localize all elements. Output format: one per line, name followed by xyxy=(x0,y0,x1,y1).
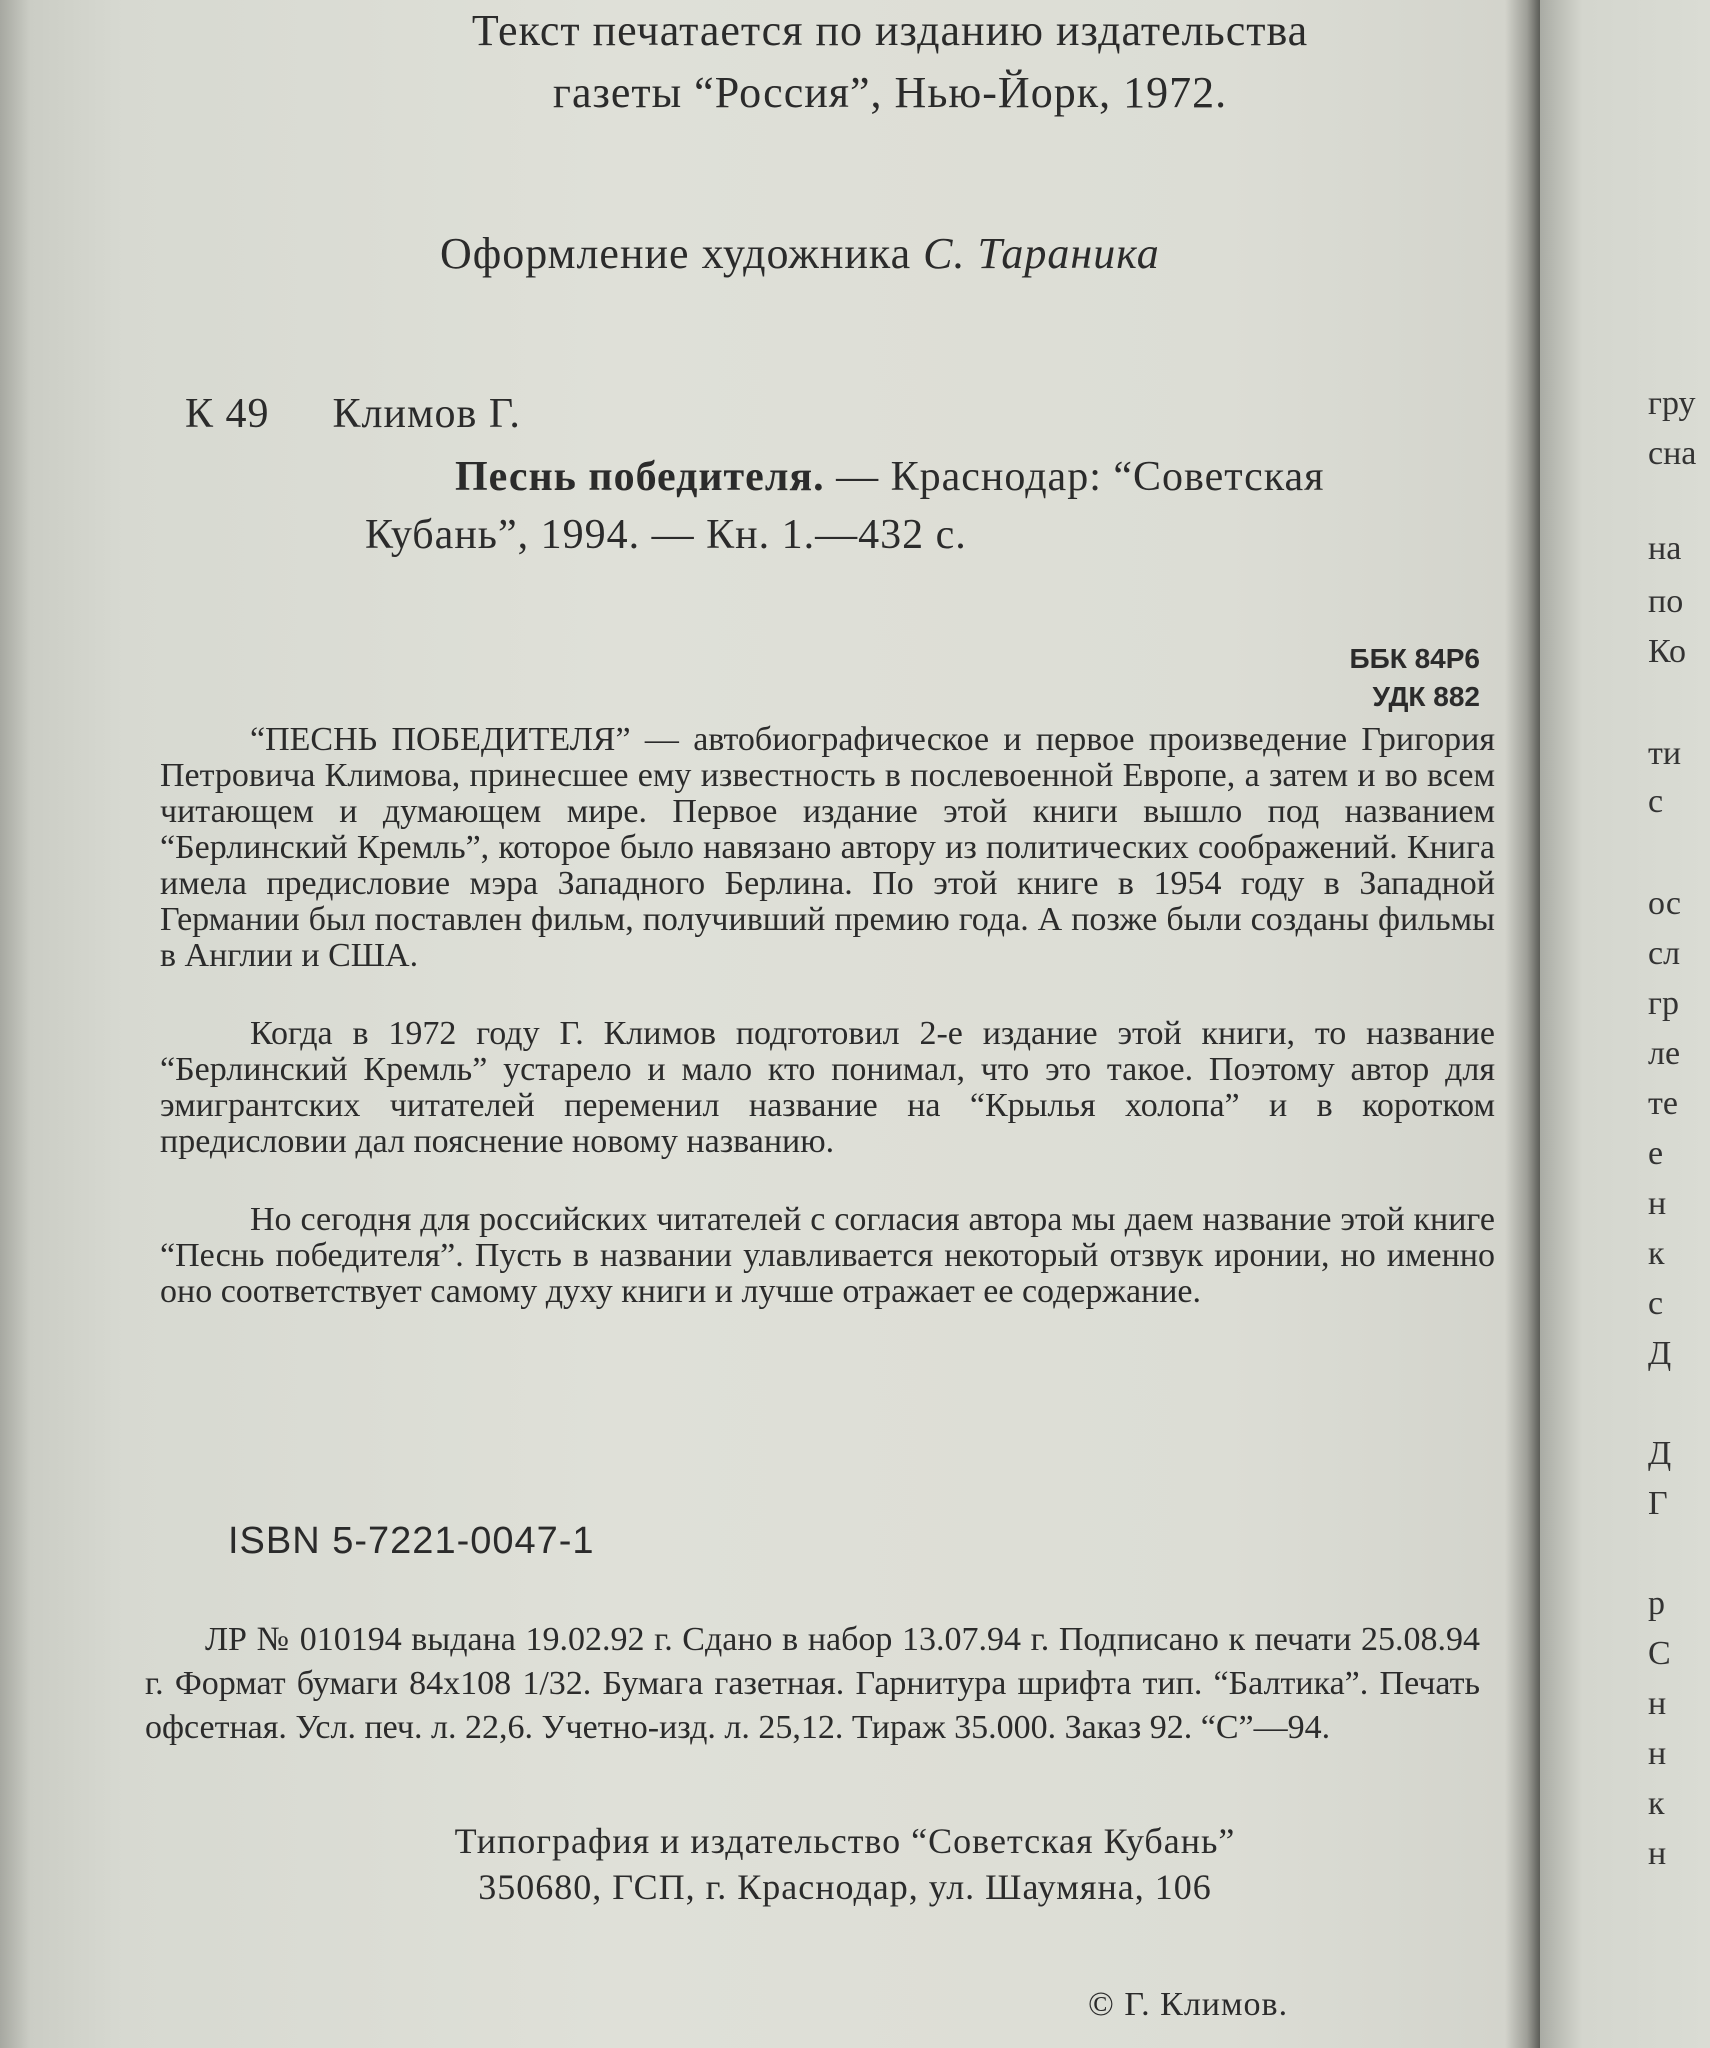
facing-page-fragment: на xyxy=(1648,530,1682,567)
udk-code: УДК 882 xyxy=(1372,681,1480,712)
facing-page-fragment: с xyxy=(1648,783,1664,820)
facing-page-fragment: к xyxy=(1648,1785,1665,1822)
printer-line2: 350680, ГСП, г. Краснодар, ул. Шаумяна, 106 xyxy=(478,1867,1212,1907)
bbk-code: ББК 84Р6 xyxy=(1349,643,1480,674)
source-note xyxy=(360,0,1420,124)
catalog-year-line: Кубань”, 1994. — Кн. 1.—432 с. xyxy=(365,512,967,558)
facing-page-fragment: к xyxy=(1648,1235,1665,1272)
facing-page-fragment: Д xyxy=(1648,1435,1672,1472)
facing-page-fragment: н xyxy=(1648,1185,1667,1222)
catalog-title: Песнь победителя. xyxy=(455,454,825,500)
design-credit-artist: С. Тараника xyxy=(923,229,1160,278)
facing-page-fragment: н xyxy=(1648,1735,1667,1772)
imprint-details: ЛР № 010194 выдана 19.02.92 г. Сдано в набор 13.07.94 г. Подписано к печати 25.08.94 г. Формат бумаги 84х108 1/32. Бумага газетная. Гарнитура шрифта тип. “Балтика”. Печать офсетная. Усл. печ. л. 22,6. Учетно-изд. л. 25,12. Тираж 35.000. Заказ 92. “С”—94. xyxy=(145,1621,1480,1746)
facing-page-edge xyxy=(1540,0,1710,2048)
facing-page-fragment: гр xyxy=(1648,985,1679,1022)
source-note-line2: газеты “Россия”, Нью-Йорк, 1972. xyxy=(552,68,1228,117)
facing-page-fragment: с xyxy=(1648,1285,1664,1322)
facing-page-fragment: ле xyxy=(1648,1035,1681,1072)
facing-page-fragment: н xyxy=(1648,1685,1667,1722)
catalog-title-line xyxy=(455,448,1325,506)
design-credit-prefix: Оформление художника xyxy=(440,229,912,278)
facing-page-fragment: н xyxy=(1648,1835,1667,1872)
copyright: © Г. Климов. xyxy=(1088,1986,1289,2023)
classification-codes xyxy=(1180,640,1480,716)
printer-info xyxy=(330,1818,1360,1910)
facing-page-fragment: Г xyxy=(1648,1485,1668,1522)
facing-page-fragment: Д xyxy=(1648,1335,1672,1372)
source-note-line1: Текст печатается по изданию издательства xyxy=(471,6,1309,55)
facing-page-fragment: е xyxy=(1648,1135,1664,1172)
book-gutter xyxy=(1505,0,1545,2048)
facing-page-fragment: те xyxy=(1648,1085,1678,1122)
facing-page-fragment: гру xyxy=(1648,385,1696,422)
facing-page-fragment: С xyxy=(1648,1635,1671,1672)
facing-page-fragment: по xyxy=(1648,583,1684,620)
facing-page-fragment: сл xyxy=(1648,935,1681,972)
catalog-author: Климов Г. xyxy=(332,391,521,437)
design-credit xyxy=(440,228,1160,279)
page-edge-shadow xyxy=(0,0,30,2048)
facing-page-fragment: ти xyxy=(1648,735,1682,772)
printer-line1: Типография и издательство “Советская Кубань” xyxy=(454,1821,1236,1861)
facing-page-fragment: Ко xyxy=(1648,633,1686,670)
facing-page-fragment: сна xyxy=(1648,435,1697,472)
catalog-publisher: — Краснодар: “Советская xyxy=(836,454,1325,500)
catalog-index: К 49 xyxy=(185,391,270,437)
annotation-paragraph: Когда в 1972 году Г. Климов подготовил 2-е издание этой книги, то название “Берлинский Кремль” устарело и мало кто понимал, что это такое. Поэтому автор для эмигрантских читателей переменил название на “Крылья холопа” и в коротком предисловии дал пояснение новому названию. xyxy=(160,1015,1495,1160)
isbn: ISBN 5-7221-0047-1 xyxy=(228,1520,595,1562)
annotation-paragraph: Но сегодня для российских читателей с согласия автора мы даем название этой книге “Песнь победителя”. Пусть в названии улавливается некоторый отзвук иронии, но именно оно соответствует самому духу книги и лучше отражает ее содержание. xyxy=(160,1201,1495,1310)
facing-page-fragment: р xyxy=(1648,1585,1665,1622)
catalog-heading xyxy=(185,385,521,443)
annotation xyxy=(160,722,1495,1352)
facing-page-fragment: ос xyxy=(1648,885,1681,922)
annotation-paragraph: “ПЕСНЬ ПОБЕДИТЕЛЯ” — автобиографическое и первое произведение Григория Петровича Климова, принесшее ему известность в послевоенной Европе, а затем и во всем читающем и думающем мире. Первое издание этой книги вышло под названием “Берлинский Кремль”, которое было навязано автору из политических соображений. Книга имела предисловие мэра Западного Берлина. По этой книге в 1954 году в Западной Германии был поставлен фильм, получивший премию года. А позже были созданы фильмы в Англии и США. xyxy=(160,721,1495,974)
